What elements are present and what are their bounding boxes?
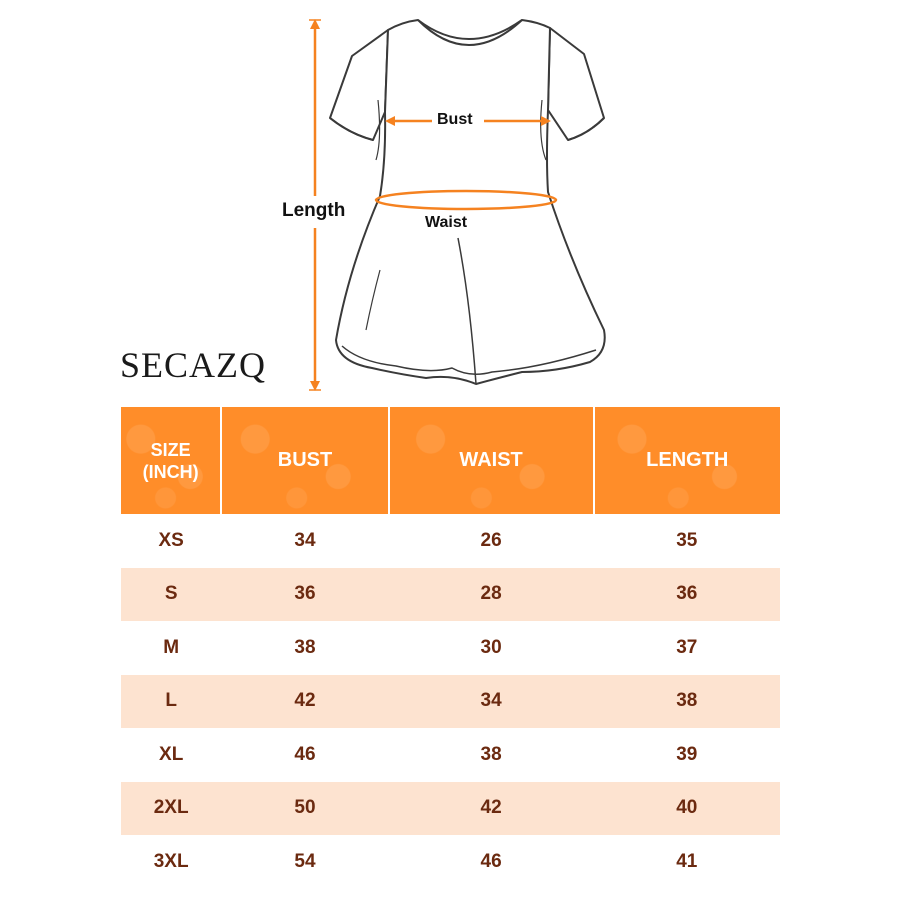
cell-size: 2XL <box>121 782 221 836</box>
cell-waist: 26 <box>480 529 502 551</box>
cell-waist: 34 <box>389 675 594 729</box>
table-row <box>121 568 780 622</box>
cell-bust: 46 <box>294 743 316 765</box>
header-size-line1: SIZE <box>150 439 191 460</box>
waist-label: Waist <box>425 214 468 231</box>
cell-bust: 54 <box>294 850 316 872</box>
cell-size: XS <box>158 529 184 551</box>
cell-bust: 38 <box>294 636 316 658</box>
cell-length: 38 <box>594 675 780 729</box>
table-row <box>121 728 780 782</box>
cell-waist: 46 <box>480 850 502 872</box>
header-length: LENGTH <box>594 407 780 514</box>
table-row <box>121 835 780 889</box>
cell-bust: 34 <box>294 529 316 551</box>
cell-waist: 42 <box>389 782 594 836</box>
dress-diagram <box>0 0 900 400</box>
cell-length: 35 <box>676 529 698 551</box>
cell-size: XL <box>159 743 184 765</box>
table-row <box>121 675 780 729</box>
dress-outline <box>330 20 605 384</box>
bust-label: Bust <box>437 111 473 128</box>
cell-size: 3XL <box>153 850 189 872</box>
header-bust: BUST <box>221 407 388 514</box>
cell-length: 37 <box>676 636 698 658</box>
cell-bust: 50 <box>221 782 388 836</box>
table-row <box>121 782 780 836</box>
table-row <box>121 514 780 568</box>
cell-bust: 42 <box>221 675 388 729</box>
cell-waist: 38 <box>480 743 502 765</box>
length-label: Length <box>282 200 346 221</box>
header-size <box>121 407 221 514</box>
cell-size: S <box>121 568 221 622</box>
cell-length: 36 <box>594 568 780 622</box>
table-row <box>121 621 780 675</box>
header-size-line2: (INCH) <box>142 461 199 482</box>
cell-length: 39 <box>676 743 698 765</box>
size-chart-table <box>121 407 780 889</box>
header-waist: WAIST <box>389 407 594 514</box>
brand-logo: SECAZQ <box>120 345 267 385</box>
cell-bust: 36 <box>221 568 388 622</box>
table-header-row <box>121 407 780 514</box>
cell-size: M <box>163 636 180 658</box>
cell-length: 41 <box>676 850 698 872</box>
cell-length: 40 <box>594 782 780 836</box>
cell-waist: 30 <box>480 636 502 658</box>
cell-waist: 28 <box>389 568 594 622</box>
cell-size: L <box>121 675 221 729</box>
